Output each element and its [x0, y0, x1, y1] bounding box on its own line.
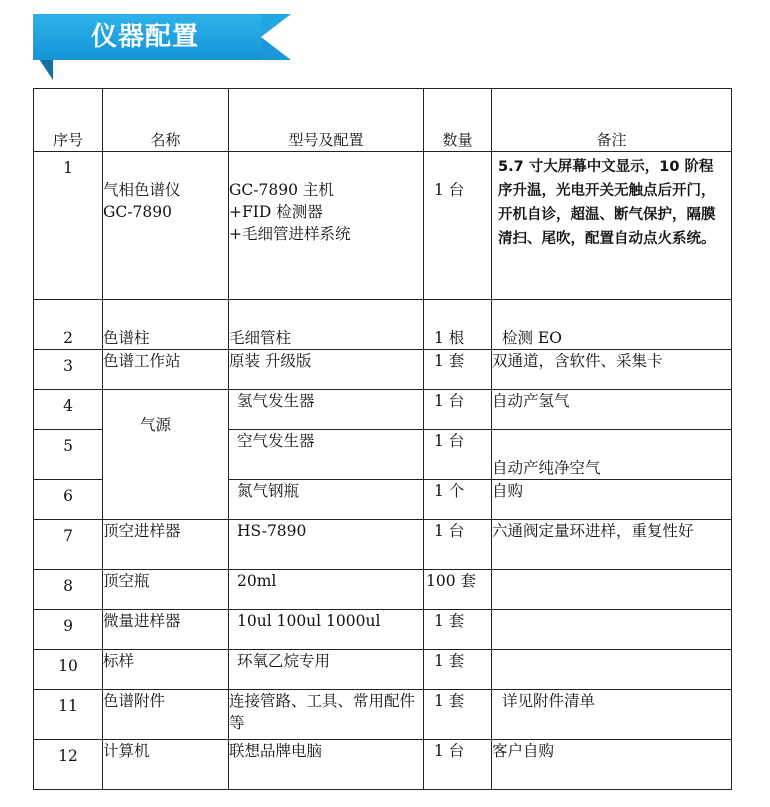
cell-remark: 六通阀定量环进样，重复性好	[492, 520, 732, 570]
cell-qty: 1 台	[424, 152, 492, 300]
cell-no: 9	[34, 610, 103, 650]
cell-model	[229, 152, 424, 300]
table-row	[34, 300, 732, 350]
cell-model: 氮气钢瓶	[229, 480, 424, 520]
cell-model: 连接管路、工具、常用配件等	[229, 690, 424, 740]
header-qty: 数量	[424, 89, 492, 152]
cell-remark: 自购	[492, 480, 732, 520]
cell-model: HS-7890	[229, 520, 424, 570]
cell-remark	[492, 610, 732, 650]
cell-remark: 检测 EO	[492, 300, 732, 350]
name-line: GC-7890	[103, 203, 172, 221]
name-line: 气相色谱仪	[103, 181, 181, 199]
cell-name	[103, 152, 229, 300]
cell-remark: 自动产纯净空气	[492, 430, 732, 480]
cell-no: 6	[34, 480, 103, 520]
cell-name: 顶空进样器	[103, 520, 229, 570]
cell-qty: 100 套	[424, 570, 492, 610]
cell-no: 3	[34, 350, 103, 390]
table-row	[34, 650, 732, 690]
cell-model: 原装 升级版	[229, 350, 424, 390]
cell-name: 色谱柱	[103, 300, 229, 350]
cell-qty: 1 根	[424, 300, 492, 350]
cell-model: 毛细管柱	[229, 300, 424, 350]
cell-remark: 客户自购	[492, 740, 732, 790]
table-row	[34, 390, 732, 430]
cell-qty: 1 台	[424, 740, 492, 790]
cell-remark: 5.7 寸大屏幕中文显示，10 阶程序升温，光电开关无触点后开门，开机自诊，超温、断气保护，隔膜清扫、尾吹，配置自动点火系统。	[492, 152, 732, 300]
cell-qty: 1 套	[424, 690, 492, 740]
cell-model: 联想品牌电脑	[229, 740, 424, 790]
cell-model: 10ul 100ul 1000ul	[229, 610, 424, 650]
table-row	[34, 690, 732, 740]
model-line: +毛细管进样系统	[229, 225, 351, 243]
cell-qty: 1 套	[424, 650, 492, 690]
cell-remark: 双通道，含软件、采集卡	[492, 350, 732, 390]
cell-no: 7	[34, 520, 103, 570]
cell-no: 12	[34, 740, 103, 790]
cell-name: 计算机	[103, 740, 229, 790]
cell-model: 20ml	[229, 570, 424, 610]
cell-remark	[492, 570, 732, 610]
cell-qty: 1 台	[424, 390, 492, 430]
cell-name: 顶空瓶	[103, 570, 229, 610]
cell-remark: 详见附件清单	[492, 690, 732, 740]
cell-model: 氢气发生器	[229, 390, 424, 430]
model-line: +FID 检测器	[229, 203, 323, 221]
table-row	[34, 520, 732, 570]
cell-qty: 1 套	[424, 610, 492, 650]
table-row	[34, 740, 732, 790]
cell-model: 空气发生器	[229, 430, 424, 480]
cell-no: 10	[34, 650, 103, 690]
header-remark: 备注	[492, 89, 732, 152]
cell-no: 5	[34, 430, 103, 480]
cell-no: 2	[34, 300, 103, 350]
cell-name: 气源	[103, 390, 229, 520]
table-header-row	[34, 89, 732, 152]
cell-model: 环氧乙烷专用	[229, 650, 424, 690]
header-name: 名称	[103, 89, 229, 152]
cell-qty: 1 台	[424, 430, 492, 480]
cell-remark: 自动产氢气	[492, 390, 732, 430]
cell-no: 11	[34, 690, 103, 740]
table-row	[34, 610, 732, 650]
cell-qty: 1 个	[424, 480, 492, 520]
banner-tip	[261, 14, 291, 60]
table-row	[34, 152, 732, 300]
cell-name: 色谱附件	[103, 690, 229, 740]
model-line: GC-7890 主机	[229, 181, 334, 199]
cell-qty: 1 台	[424, 520, 492, 570]
cell-remark	[492, 650, 732, 690]
header-no: 序号	[34, 89, 103, 152]
cell-qty: 1 套	[424, 350, 492, 390]
cell-name: 微量进样器	[103, 610, 229, 650]
cell-no: 8	[34, 570, 103, 610]
cell-name: 标样	[103, 650, 229, 690]
config-table	[33, 88, 732, 790]
cell-no: 4	[34, 390, 103, 430]
table-row	[34, 570, 732, 610]
cell-name: 色谱工作站	[103, 350, 229, 390]
header-model: 型号及配置	[229, 89, 424, 152]
cell-no: 1	[34, 152, 103, 300]
table-row	[34, 350, 732, 390]
page-title: 仪器配置	[91, 22, 200, 52]
title-banner	[33, 14, 283, 66]
